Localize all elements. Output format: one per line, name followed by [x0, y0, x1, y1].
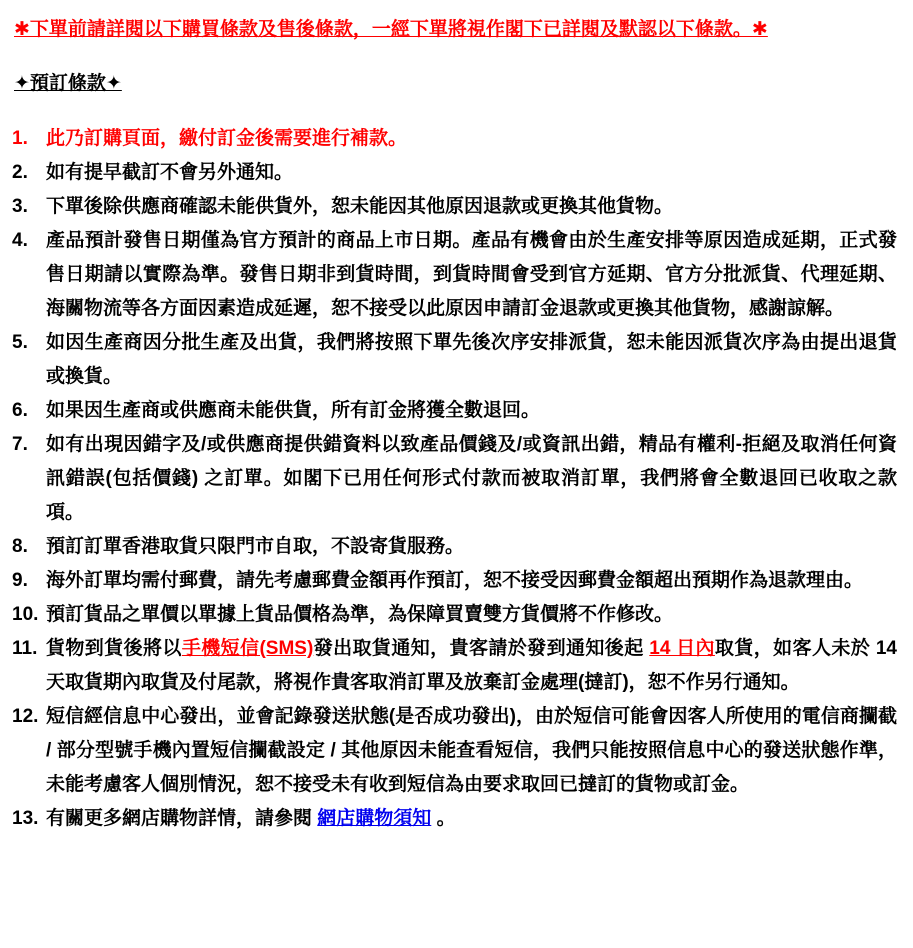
- term-segment: 如因生產商因分批生產及出貨，我們將按照下單先後次序安排派貨，恕未能因派貨次序為由提出退貨或換貨。: [46, 332, 897, 387]
- term-text: [46, 156, 897, 190]
- term-text: [46, 530, 897, 564]
- term-number: 2.: [12, 162, 28, 183]
- shop-notice-link[interactable]: 網店購物須知: [317, 808, 432, 829]
- term-number: 8.: [12, 536, 28, 557]
- term-segment: 有關更多網店購物詳情，請參閱: [46, 808, 318, 829]
- term-item: [12, 326, 897, 394]
- term-segment: 手機短信(SMS): [181, 638, 314, 659]
- term-item: [12, 428, 897, 530]
- term-text: [46, 224, 897, 326]
- term-text: [46, 632, 897, 700]
- term-item: [12, 802, 897, 836]
- term-text: [46, 394, 897, 428]
- term-item: [12, 632, 897, 700]
- term-segment: 發出取貨通知，貴客請於發到通知後起: [313, 638, 650, 659]
- term-number: 9.: [12, 570, 28, 591]
- term-segment: 此乃訂購頁面，繳付訂金後需要進行補款。: [46, 128, 408, 149]
- term-item: [12, 598, 897, 632]
- term-item: [12, 224, 897, 326]
- term-segment: 如有出現因錯字及/或供應商提供錯資料以致產品價錢及/或資訊出錯，精品有權利-拒絕及取消任何資訊錯誤(包括價錢) 之訂單。如閣下已用任何形式付款而被取消訂單，我們將會全數退回已收取之款項。: [46, 434, 897, 523]
- term-number: 3.: [12, 196, 28, 217]
- term-segment: 產品預計發售日期僅為官方預計的商品上市日期。產品有機會由於生產安排等原因造成延期，正式發售日期請以實際為準。發售日期非到貨時間，到貨時間會受到官方延期、官方分批派貨、代理延期、海關物流等各方面因素造成延遲，恕不接受以此原因申請訂金退款或更換其他貨物，感謝諒解。: [46, 230, 897, 319]
- term-item: [12, 156, 897, 190]
- term-segment: 取貨，如客人未於 14 天取貨期內取貨及付尾款，將視作貴客取消訂單及放棄訂金處理(撻訂)，恕不作另行通知。: [46, 638, 897, 693]
- term-item: [12, 700, 897, 802]
- term-text: [46, 564, 897, 598]
- term-item: [12, 530, 897, 564]
- term-segment: 如果因生產商或供應商未能供貨，所有訂金將獲全數退回。: [46, 400, 541, 421]
- term-number: 12.: [12, 706, 39, 727]
- term-segment: 預訂貨品之單價以單據上貨品價格為準，為保障買賣雙方貨價將不作修改。: [46, 604, 674, 625]
- term-number: 4.: [12, 230, 28, 251]
- term-text: [46, 598, 897, 632]
- term-segment: 14 日內: [649, 638, 715, 659]
- term-text: [46, 122, 897, 156]
- term-segment: 如有提早截訂不會另外通知。: [46, 162, 294, 183]
- term-text: [46, 190, 897, 224]
- term-number: 5.: [12, 332, 28, 353]
- term-segment: 。: [431, 808, 456, 829]
- term-segment: 海外訂單均需付郵費，請先考慮郵費金額再作預訂，恕不接受因郵費金額超出預期作為退款理由。: [46, 570, 864, 591]
- term-item: [12, 564, 897, 598]
- term-segment: 下單後除供應商確認未能供貨外，恕未能因其他原因退款或更換其他貨物。: [46, 196, 674, 217]
- term-number: 11.: [12, 638, 38, 659]
- term-text: [46, 802, 897, 836]
- term-number: 10.: [12, 604, 39, 625]
- term-text: [46, 326, 897, 394]
- term-text: [46, 700, 897, 802]
- term-segment: 貨物到貨後將以: [46, 638, 182, 659]
- term-item: [12, 122, 897, 156]
- terms-list: [12, 122, 897, 836]
- term-number: 1.: [12, 128, 28, 149]
- term-number: 6.: [12, 400, 28, 421]
- term-item: [12, 394, 897, 428]
- section-heading: ✦預訂條款✦: [14, 73, 122, 94]
- page-title: ✱下單前請詳閱以下購買條款及售後條款，一經下單將視作閣下已詳閱及默認以下條款。✱: [14, 19, 768, 40]
- term-segment: 短信經信息中心發出，並會記錄發送狀態(是否成功發出)，由於短信可能會因客人所使用的電信商攔截 / 部分型號手機內置短信攔截設定 / 其他原因未能查看短信，我們只能按照信息中心的發送狀態作準，未能考慮客人個別情況，恕不接受未有收到短信為由要求取回已撻訂的貨物或訂金。: [46, 706, 897, 795]
- term-number: 7.: [12, 434, 28, 455]
- term-text: [46, 428, 897, 530]
- term-segment: 預訂訂單香港取貨只限門市自取，不設寄貨服務。: [46, 536, 465, 557]
- term-number: 13.: [12, 808, 39, 829]
- term-item: [12, 190, 897, 224]
